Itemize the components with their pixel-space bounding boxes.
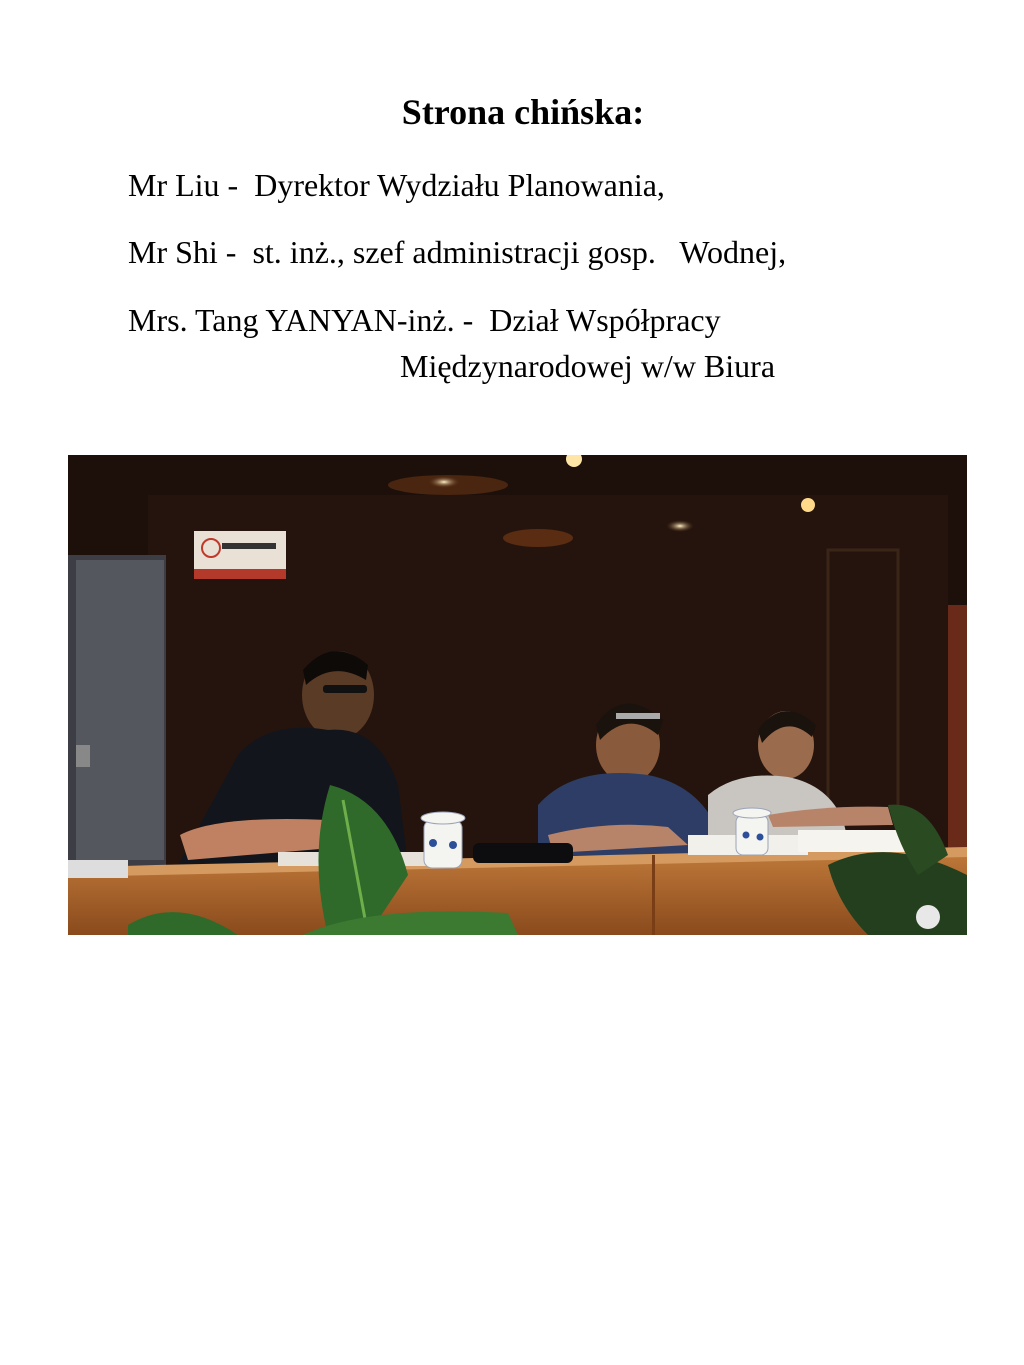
member-line-tang: Mrs. Tang YANYAN-inż. - Dział Współpracy <box>128 302 721 338</box>
member-line-shi: Mr Shi - st. inż., szef administracji gosp. Wodnej, <box>128 234 787 270</box>
slide-title: Strona chińska: <box>401 92 645 132</box>
meeting-photo <box>68 455 967 935</box>
member-line-liu: Mr Liu - Dyrektor Wydziału Planowania, <box>128 167 665 203</box>
member-line-tang-continued: Międzynarodowej w/w Biura <box>400 348 776 384</box>
